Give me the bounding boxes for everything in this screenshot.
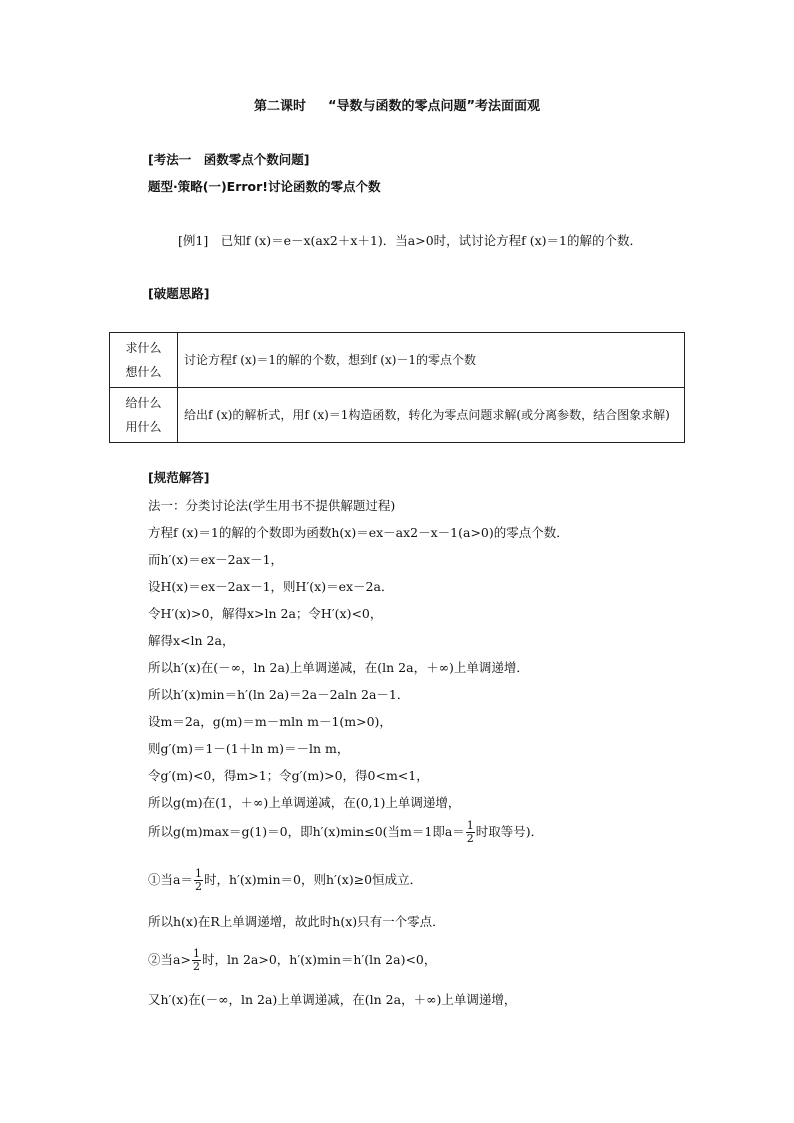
solution-step: 法一：分类讨论法(学生用书不提供解题过程) — [148, 498, 396, 513]
solution-step: 令g′(m)<0，得m>1；令g′(m)>0，得0<m<1， — [148, 768, 429, 783]
solution-step: 则g′(m)＝1－(1＋ln m)＝－ln m， — [148, 741, 350, 756]
table-row-head: 给什么 用什么 — [110, 388, 178, 443]
solution-step: 方程f (x)＝1的解的个数即为函数h(x)＝ex－ax2－x－1(a>0)的零点个数． — [148, 525, 569, 540]
example-statement: [例1] 已知f (x)＝e－x(ax2＋x＋1)．当a>0时，试讨论方程f (x)＝1的解的个数． — [178, 233, 643, 248]
solution-step: ②当a> $\frac{1}{2}$ 时，ln 2a>0，h′(x)min＝h′(ln 2a)<0， — [148, 947, 437, 973]
method-heading: [考法一 函数零点个数问题] — [148, 152, 310, 167]
solution-step: 所以h′(x)在(－∞，ln 2a)上单调递减，在(ln 2a，＋∞)上单调递增． — [148, 660, 529, 675]
solution-step: ①当a＝ $\frac{1}{2}$ 时，h′(x)min＝0，则h′(x)≥0恒成立． — [148, 867, 423, 893]
solution-step: 设H(x)＝ex－2ax－1，则H′(x)＝ex－2a． — [148, 579, 394, 594]
fraction-one-half: $\frac{1}{2}$ — [466, 819, 474, 845]
solution-step: 设m＝2a，g(m)＝m－mln m－1(m>0)， — [148, 714, 392, 729]
thinking-table — [109, 332, 685, 443]
solution-step: 所以g(m)在(1，＋∞)上单调递减，在(0,1)上单调递增， — [148, 795, 461, 810]
solution-heading: [规范解答] — [148, 470, 210, 485]
solution-step: 所以h(x)在R上单调递增，故此时h(x)只有一个零点． — [148, 914, 445, 929]
solution-step: 又h′(x)在(－∞，ln 2a)上单调递减，在(ln 2a，＋∞)上单调递增， — [148, 992, 517, 1007]
page-title — [0, 95, 794, 114]
fraction-one-half: $\frac{1}{2}$ — [192, 947, 200, 973]
solution-step: 令H′(x)>0，解得x>ln 2a；令H′(x)<0， — [148, 606, 383, 621]
solution-step: 所以h′(x)min＝h′(ln 2a)＝2a－2aln 2a－1． — [148, 687, 410, 702]
table-row-head: 求什么 想什么 — [110, 333, 178, 388]
lesson-topic: “导数与函数的零点问题”考法面面观 — [327, 99, 541, 114]
solution-step: 解得x<ln 2a， — [148, 633, 235, 648]
fraction-one-half: $\frac{1}{2}$ — [194, 867, 202, 893]
thinking-heading: [破题思路] — [148, 286, 210, 301]
solution-step: 所以g(m)max＝g(1)＝0，即h′(x)min≤0(当m＝1即a＝ $\frac{1}{2}$ 时取等号)． — [148, 819, 544, 845]
lesson-number: 第二课时 — [253, 99, 306, 114]
solution-step: 而h′(x)＝ex－2ax－1， — [148, 552, 284, 567]
table-row — [110, 333, 685, 388]
table-row — [110, 388, 685, 443]
table-row-body: 讨论方程f (x)＝1的解的个数，想到f (x)－1的零点个数 — [178, 333, 685, 388]
strategy-line: 题型·策略(一)Error!讨论函数的零点个数 — [148, 179, 381, 194]
table-row-body: 给出f (x)的解析式，用f (x)＝1构造函数，转化为零点问题求解(或分离参数，结合图象求解) — [178, 388, 685, 443]
